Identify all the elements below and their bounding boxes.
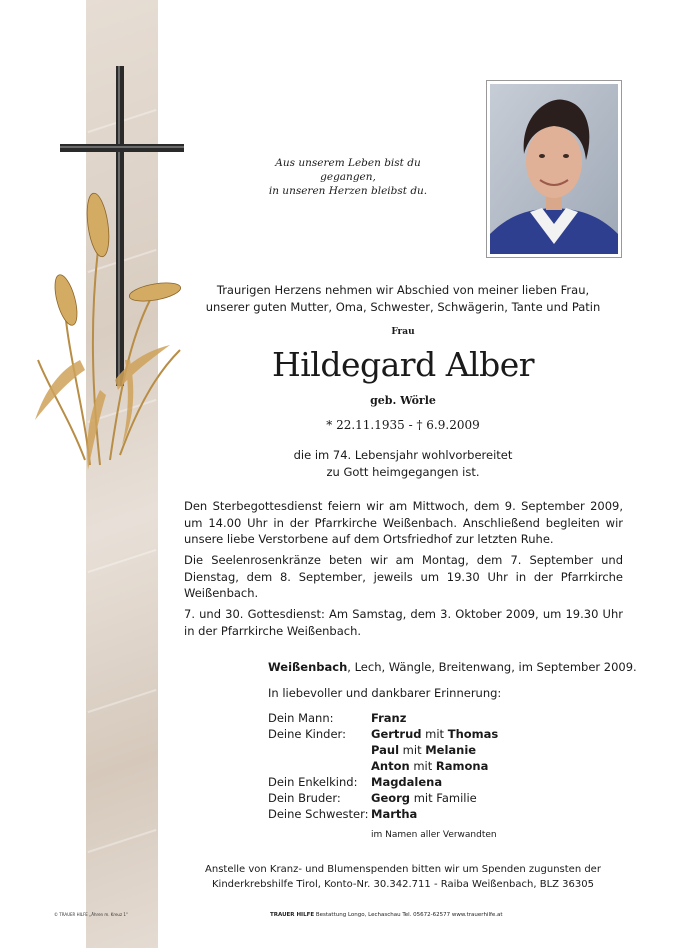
family-with: mit: [399, 743, 426, 757]
quote-line-1: Aus unserem Leben bist du gegangen,: [275, 157, 421, 183]
family-partner: Melanie: [425, 743, 477, 757]
family-row: [268, 742, 498, 758]
intro-line-2: unserer guten Mutter, Oma, Schwester, Schwägerin, Tante und Patin: [205, 300, 601, 314]
intro-line-1: Traurigen Herzens nehmen wir Abschied von meiner lieben Frau,: [216, 283, 590, 297]
donation-line-2: Kinderkrebshilfe Tirol, Konto-Nr. 30.342.711 - Raiba Weißenbach, BLZ 36305: [211, 879, 594, 890]
family-row: [268, 790, 498, 806]
family-row: [268, 758, 498, 774]
family-relation: Dein Enkelkind:: [268, 775, 358, 789]
maiden-name: geb. Wörle: [370, 394, 436, 407]
family-name: Franz: [371, 711, 407, 725]
on-behalf-note: im Namen aller Verwandten: [371, 830, 497, 840]
family-row: [268, 726, 498, 742]
place-town: Weißenbach: [268, 660, 348, 674]
life-dates: [170, 418, 636, 432]
family-name: Anton: [371, 759, 410, 773]
deceased-name: Hildegard Alber: [271, 345, 535, 384]
cross-with-wheat-icon: [30, 60, 200, 480]
portrait-photo: [486, 80, 622, 258]
place-date-line: [268, 660, 637, 674]
donation-note: [170, 862, 636, 892]
family-with: mit Familie: [410, 791, 477, 805]
family-name: Georg: [371, 791, 411, 805]
memorial-mass-paragraph: 7. und 30. Gottesdienst: Am Samstag, dem 3. Oktober 2009, um 19.30 Uhr in der Pfarrkirche Weißenbach.: [184, 607, 623, 638]
birth-date: * 22.11.1935: [326, 418, 405, 432]
place-rest: , Lech, Wängle, Breitenwang, im September 2009.: [347, 660, 637, 674]
footer-rest: Bestattung Longo, Lechaschau Tel. 05672-62577 www.trauerhilfe.at: [314, 912, 503, 918]
footer-copyright: © TRAUER HILFE „Ähren m. Kreuz 1": [54, 912, 128, 917]
rosary-paragraph: Die Seelenrosenkränze beten wir am Montag, dem 7. September und Dienstag, dem 8. September, jeweils um 19.30 Uhr in der Pfarrkirche Weißenbach.: [184, 553, 623, 600]
age-text: [170, 447, 636, 481]
family-name: Magdalena: [371, 775, 443, 789]
family-name: Paul: [371, 743, 400, 757]
family-relation: Dein Bruder:: [268, 791, 341, 805]
family-partner: Thomas: [447, 727, 499, 741]
donation-line-1: Anstelle von Kranz- und Blumenspenden bitten wir um Spenden zugunsten der: [205, 864, 601, 875]
family-relation: Deine Kinder:: [268, 727, 346, 741]
intro-text: [170, 282, 636, 316]
funeral-service-paragraph: Den Sterbegottesdienst feiern wir am Mittwoch, dem 9. September 2009, um 14.00 Uhr in der Pfarrkirche Weißenbach. Anschließend begleiten wir unsere liebe Verstorbene auf dem Ortsfriedhof zur letzten Ruhe.: [184, 499, 623, 546]
memorial-quote: [248, 156, 448, 198]
family-name: Gertrud: [371, 727, 422, 741]
family-row: [268, 710, 498, 726]
family-row: [268, 774, 498, 790]
death-date: - † 6.9.2009: [408, 418, 480, 432]
family-with: mit: [421, 727, 448, 741]
family-with: mit: [409, 759, 436, 773]
quote-line-2: in unseren Herzen bleibst du.: [268, 185, 428, 197]
family-list: [268, 710, 498, 822]
family-relation: Deine Schwester:: [268, 807, 369, 821]
portrait-image: [490, 84, 618, 254]
footer-brand: TRAUER HILFE: [270, 912, 315, 918]
memory-line: In liebevoller und dankbarer Erinnerung:: [268, 686, 502, 700]
family-relation: Dein Mann:: [268, 711, 334, 725]
family-row: [268, 806, 498, 822]
family-name: Martha: [371, 807, 418, 821]
family-partner: Ramona: [435, 759, 489, 773]
honorific: Frau: [391, 327, 415, 337]
age-line-2: zu Gott heimgegangen ist.: [326, 465, 480, 479]
family-relation: [268, 742, 371, 758]
footer-imprint: [270, 912, 503, 918]
age-line-1: die im 74. Lebensjahr wohlvorbereitet: [293, 448, 513, 462]
family-relation: [268, 758, 371, 774]
